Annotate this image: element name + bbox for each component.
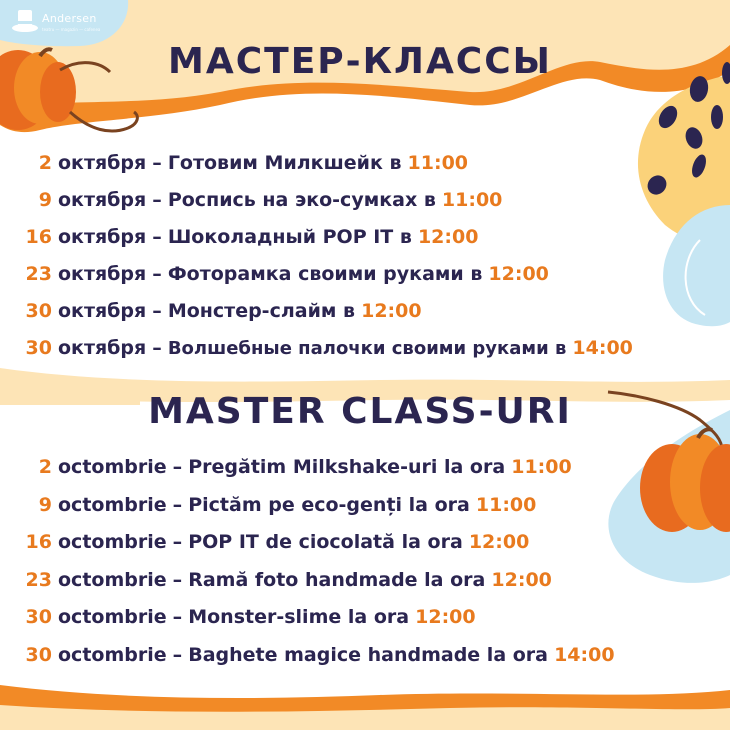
schedule-list-ro [0,454,615,679]
day-number: 16 [25,226,52,248]
event-title: Pregătim Milkshake-uri la ora [188,456,506,478]
month: octombrie [58,568,167,591]
event-time: 12:00 [417,226,479,248]
event-time: 14:00 [554,643,615,666]
dash: – [172,456,183,478]
dash: – [172,606,183,628]
schedule-list-ru [0,150,633,372]
day-number: 23 [25,568,52,591]
event-time: 14:00 [572,337,633,359]
seed [711,105,723,129]
event-title: Монстер-слайм в [167,300,356,322]
event-title: Роспись на эко-сумках в [167,189,436,211]
day-number: 9 [38,493,52,516]
month: octombrie [58,606,167,628]
event-title: Шоколадный POP IT в [167,226,412,248]
month: octombrie [58,456,167,478]
event-title: Monster-slime la ora [188,606,410,628]
day-number: 2 [38,456,52,478]
schedule-item [0,224,633,261]
event-title: Baghete magice handmade la ora [188,643,549,666]
day-number: 30 [25,606,52,628]
month: octombrie [58,643,167,666]
day-number: 2 [38,152,52,174]
day-number: 16 [25,531,52,553]
month: октября [58,337,147,359]
event-title: Готовим Милкшейк в [167,152,402,174]
section-title-ro: MASTER CLASS-URI [148,391,572,432]
event-time: 11:00 [475,493,537,516]
andersen-logo[interactable] [4,2,128,46]
dash: – [152,300,162,322]
dash: – [152,337,162,359]
month: октября [58,189,147,211]
logo-tagline: teatru — magazin — cafenea [42,27,101,32]
dash: – [152,189,162,211]
month: octombrie [58,493,167,516]
month: октября [58,263,147,285]
dash: – [172,531,183,553]
schedule-item [0,492,615,530]
event-time: 12:00 [488,263,549,285]
event-title: Фоторамка своими руками в [167,263,483,285]
dash: – [172,643,183,666]
schedule-item [0,604,615,642]
month: октября [58,152,147,174]
dash: – [172,493,183,516]
day-number: 30 [25,643,52,666]
month: октября [58,300,147,322]
month: октября [58,226,147,248]
schedule-item [0,335,633,372]
schedule-item [0,150,633,187]
schedule-item [0,567,615,605]
event-title: Волшебные палочки своими руками в [167,338,567,359]
hat-icon [10,8,40,40]
dash: – [152,152,162,174]
schedule-item [0,454,615,492]
event-time: 11:00 [441,189,503,211]
event-title: Ramă foto handmade la ora [188,568,486,591]
event-time: 12:00 [468,531,530,553]
day-number: 9 [38,189,52,211]
schedule-item [0,529,615,567]
event-title: POP IT de ciocolată la ora [188,531,463,553]
event-time: 12:00 [415,606,476,628]
schedule-item [0,642,615,680]
schedule-item [0,187,633,224]
dash: – [152,226,162,248]
event-time: 12:00 [361,300,422,322]
dash: – [152,263,162,285]
section-title-ru: МАСТЕР-КЛАССЫ [168,41,552,82]
day-number: 30 [25,300,52,322]
schedule-item [0,261,633,298]
event-time: 11:00 [407,152,469,174]
day-number: 23 [25,263,52,285]
schedule-item [0,298,633,335]
day-number: 30 [25,337,52,359]
event-title: Pictăm pe eco-genți la ora [188,493,470,516]
month: octombrie [58,531,167,553]
logo-name: Andersen [42,12,97,25]
event-time: 12:00 [491,568,552,591]
dash: – [172,568,183,591]
event-time: 11:00 [511,456,572,478]
